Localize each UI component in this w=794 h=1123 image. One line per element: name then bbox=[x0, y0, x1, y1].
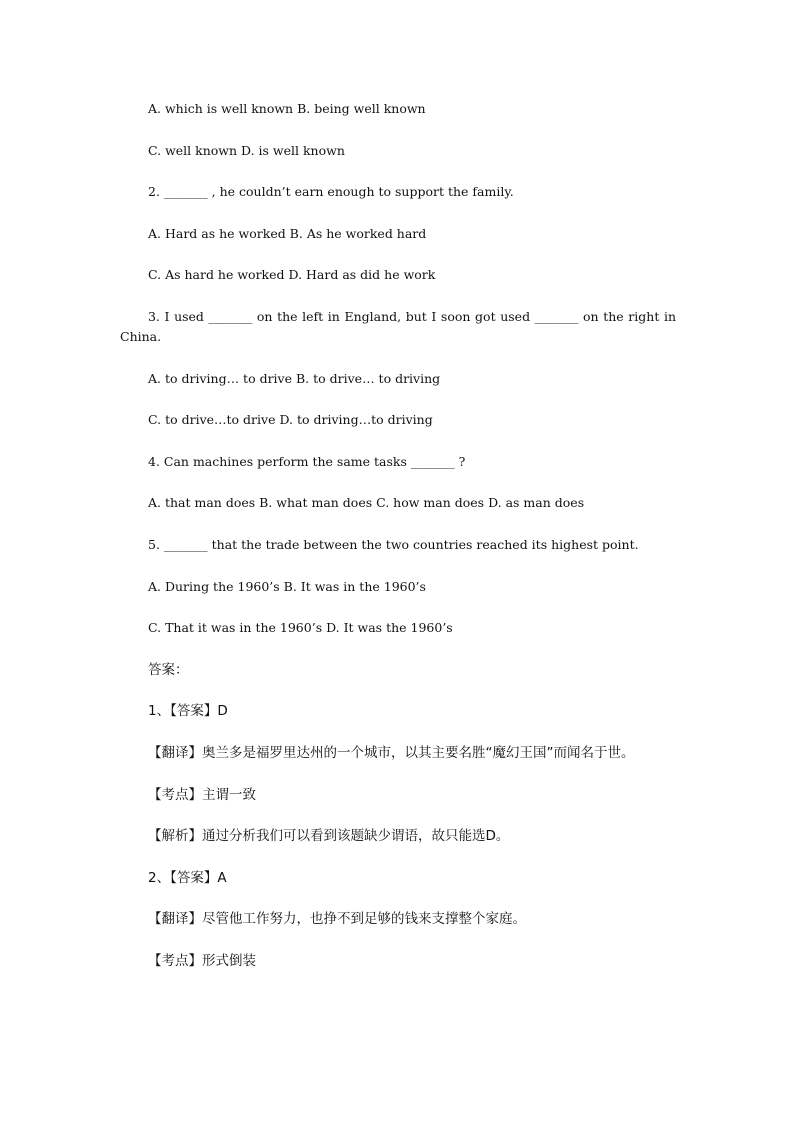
q1-options-cd: C. well known D. is well known bbox=[148, 142, 345, 158]
answer-1-analysis: 【解析】通过分析我们可以看到该题缺少谓语，故只能选D。 bbox=[148, 828, 510, 845]
answer-1: 1、【答案】D bbox=[148, 703, 228, 720]
answer-2-translation: 【翻译】尽管他工作努力，也挣不到足够的钱来支撑整个家庭。 bbox=[148, 911, 526, 928]
question-4: 4. Can machines perform the same tasks _______ ? bbox=[148, 453, 466, 469]
question-3: 3. I used _______ on the left in England, but I soon got used _______ on the right in China. bbox=[120, 308, 676, 344]
q5-options-cd: C. That it was in the 1960’s D. It was the 1960’s bbox=[148, 620, 453, 636]
answer-1-translation: 【翻译】奥兰多是福罗里达州的一个城市，以其主要名胜“魔幻王国”而闻名于世。 bbox=[148, 744, 635, 761]
answers-heading: 答案： bbox=[148, 661, 189, 678]
document-body bbox=[120, 99, 676, 992]
question-2: 2. _______ , he couldn’t earn enough to support the family. bbox=[148, 184, 514, 200]
answer-2: 2、【答案】A bbox=[148, 869, 227, 886]
q5-options-ab: A. During the 1960’s B. It was in the 1960’s bbox=[148, 578, 426, 594]
q2-options-ab: A. Hard as he worked B. As he worked hard bbox=[148, 225, 427, 241]
answer-1-point: 【考点】主谓一致 bbox=[148, 786, 256, 803]
q4-options: A. that man does B. what man does C. how man does D. as man does bbox=[148, 495, 585, 511]
answer-2-point: 【考点】形式倒装 bbox=[148, 952, 256, 969]
question-5: 5. _______ that the trade between the two countries reached its highest point. bbox=[148, 536, 639, 552]
q1-options-ab: A. which is well known B. being well known bbox=[148, 101, 426, 116]
q3-options-ab: A. to driving… to drive B. to drive… to driving bbox=[148, 370, 441, 386]
q2-options-cd: C. As hard he worked D. Hard as did he work bbox=[148, 267, 436, 283]
q3-options-cd: C. to drive…to drive D. to driving…to driving bbox=[148, 412, 433, 428]
